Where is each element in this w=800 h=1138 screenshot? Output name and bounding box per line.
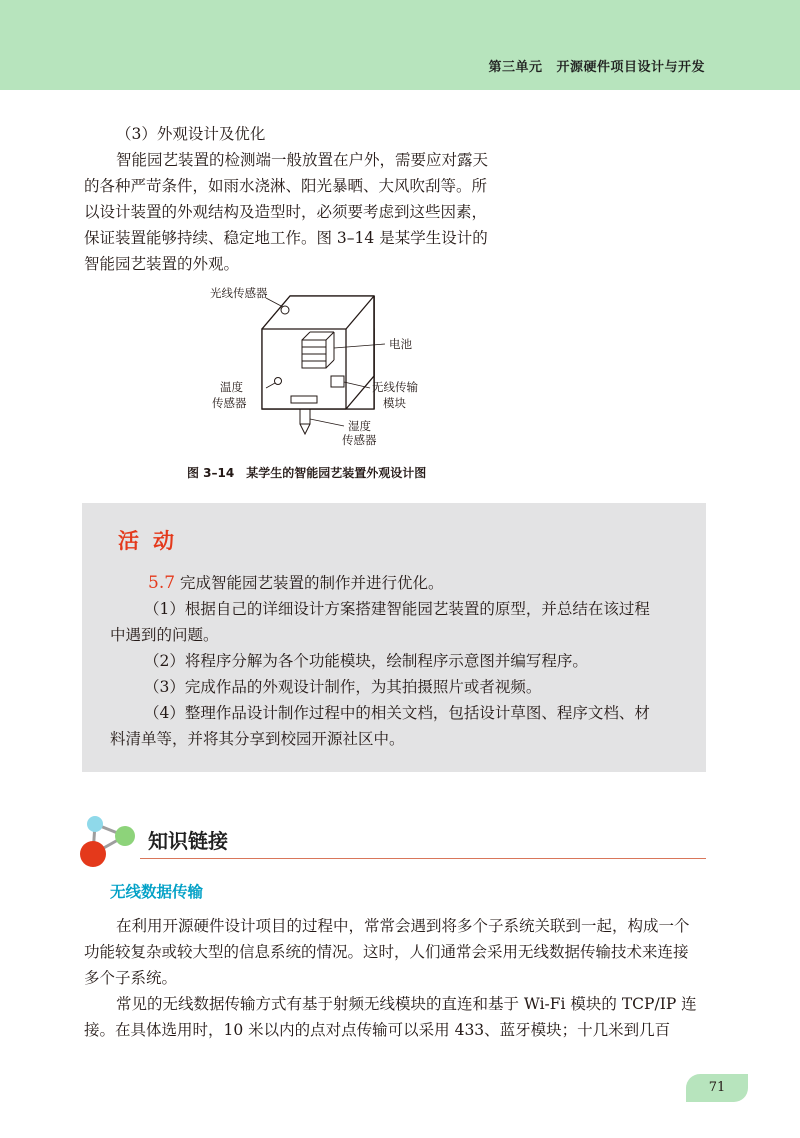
activity-number: 5.7 [148,573,176,593]
knowledge-title: 知识链接 [148,829,228,853]
section-heading: （3）外观设计及优化 [116,125,266,143]
label-light-sensor: 光线传感器 [210,286,268,300]
activity-line: （2）将程序分解为各个功能模块，绘制程序示意图并编写程序。 [144,652,588,670]
figure-caption: 图 3–14 某学生的智能园艺装置外观设计图 [187,466,427,480]
section-line: 的各种严苛条件，如雨水浇淋、阳光暴晒、大风吹刮等。所 [84,177,488,195]
activity-line: （4）整理作品设计制作过程中的相关文档，包括设计草图、程序文档、材 [144,704,650,722]
label-temp: 温度 [220,380,243,394]
activity-line: （3）完成作品的外观设计制作，为其拍摄照片或者视频。 [144,678,542,696]
knowledge-line: 功能较复杂或较大型的信息系统的情况。这时，人们通常会采用无线数据传输技术来连接 [84,943,689,961]
activity-title: 活动 [118,529,188,553]
section-line: 智能园艺装置的检测端一般放置在户外，需要应对露天 [116,151,489,169]
knowledge-line: 多个子系统。 [84,969,178,987]
knowledge-divider [140,858,706,859]
label-wireless: 无线传输 [372,380,418,394]
knowledge-subtitle: 无线数据传输 [110,883,204,901]
activity-intro: 5.7 完成智能园艺装置的制作并进行优化。 [148,573,444,593]
page-number: 71 [686,1074,748,1102]
label-humidity-2: 传感器 [342,433,377,447]
knowledge-link-icon [78,812,144,874]
section-line: 保证装置能够持续、稳定地工作。图 3–14 是某学生设计的 [84,229,488,247]
label-temp-2: 传感器 [212,396,247,410]
knowledge-line: 常见的无线数据传输方式有基于射频无线模块的直连和基于 Wi-Fi 模块的 TCP/IP 连 [116,995,697,1013]
header-band [0,0,800,90]
humidity-probe [300,409,310,434]
unit-header: 第三单元 开源硬件项目设计与开发 [488,60,705,75]
section-line: 智能园艺装置的外观。 [84,255,240,273]
activity-line: （1）根据自己的详细设计方案搭建智能园艺装置的原型，并总结在该过程 [144,600,650,618]
knowledge-line: 接。在具体选用时，10 米以内的点对点传输可以采用 433、蓝牙模块；十几米到几百 [84,1021,671,1039]
knowledge-line: 在利用开源硬件设计项目的过程中，常常会遇到将多个子系统关联到一起，构成一个 [116,917,690,935]
activity-line: 中遇到的问题。 [110,626,219,644]
device-diagram [190,280,450,450]
label-battery: 电池 [389,337,412,351]
section-line: 以设计装置的外观结构及造型时，必须要考虑到这些因素， [84,203,488,221]
activity-line: 料清单等，并将其分享到校园开源社区中。 [110,730,405,748]
label-wireless-2: 模块 [383,396,406,410]
label-humidity: 湿度 [348,419,371,433]
